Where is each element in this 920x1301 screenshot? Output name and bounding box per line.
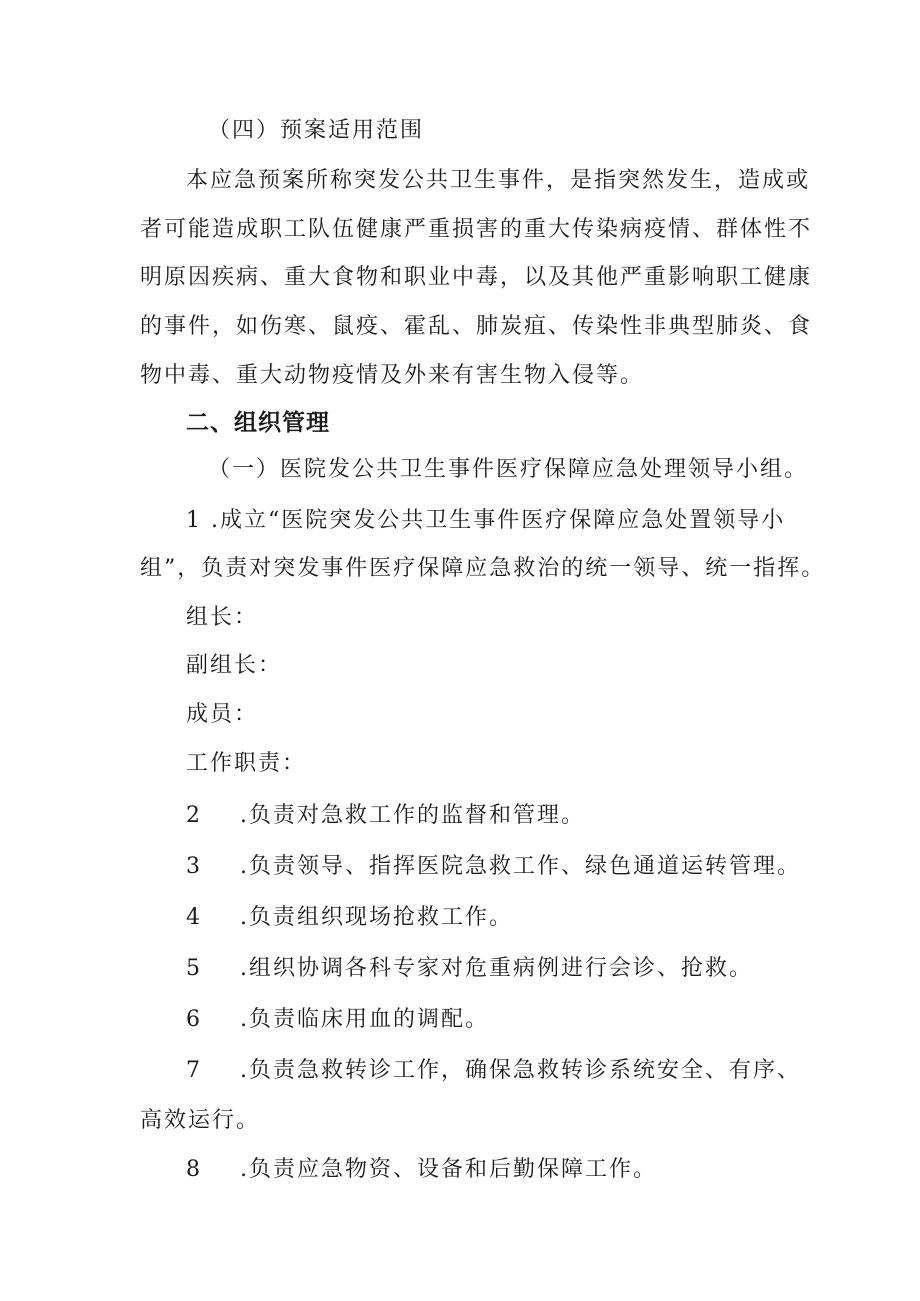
item-one-line: 1 .成立“医院突发公共卫生事件医疗保障应急处置领导小	[186, 508, 786, 533]
members-label: 成员：	[186, 702, 259, 727]
section-scope-heading: （四）预案适用范围	[208, 118, 425, 143]
duty-number: 4	[186, 905, 200, 930]
deputy-leader-label: 副组长：	[186, 653, 283, 678]
section-two-heading: 二、组织管理	[186, 410, 330, 436]
duty-text: .负责临床用血的调配。	[240, 1007, 489, 1032]
duty-text: .负责对急救工作的监督和管理。	[240, 803, 585, 828]
duty-text: .负责组织现场抢救工作。	[240, 905, 513, 930]
duty-number: 6	[186, 1007, 200, 1032]
duty-text: .负责领导、指挥医院急救工作、绿色通道运转管理。	[240, 854, 801, 879]
duty-number: 2	[186, 803, 200, 828]
scope-paragraph-line: 物中毒、重大动物疫情及外来有害生物入侵等。	[140, 363, 645, 388]
duty-number: 7	[186, 1058, 200, 1083]
duty-text: .组织协调各科专家对危重病例进行会诊、抢救。	[240, 956, 753, 981]
scope-paragraph-line: 本应急预案所称突发公共卫生事件，是指突然发生，造成或	[186, 168, 811, 193]
duty-text: .负责急救转诊工作，确保急救转诊系统安全、有序、	[240, 1058, 801, 1083]
scope-paragraph-line: 明原因疾病、重大食物和职业中毒，以及其他严重影响职工健康	[140, 265, 813, 290]
duty-number: 5	[186, 956, 200, 981]
scope-paragraph-line: 的事件，如伤寒、鼠疫、霍乱、肺炭疽、传染性非典型肺炎、食	[140, 314, 813, 339]
duty-text: .负责应急物资、设备和后勤保障工作。	[240, 1157, 657, 1182]
scope-paragraph-line: 者可能造成职工队伍健康严重损害的重大传染病疫情、群体性不	[140, 217, 813, 242]
item-one-line: 组”，负责对突发事件医疗保障应急救治的统一领导、统一指挥。	[140, 556, 826, 581]
duty-continuation: 高效运行。	[140, 1108, 261, 1133]
duty-number: 3	[186, 854, 200, 879]
duties-label: 工作职责：	[186, 751, 307, 776]
duty-number: 8	[186, 1157, 200, 1182]
subsection-one-heading: （一）医院发公共卫生事件医疗保障应急处理领导小组。	[208, 457, 809, 482]
leader-label: 组长：	[186, 605, 259, 630]
